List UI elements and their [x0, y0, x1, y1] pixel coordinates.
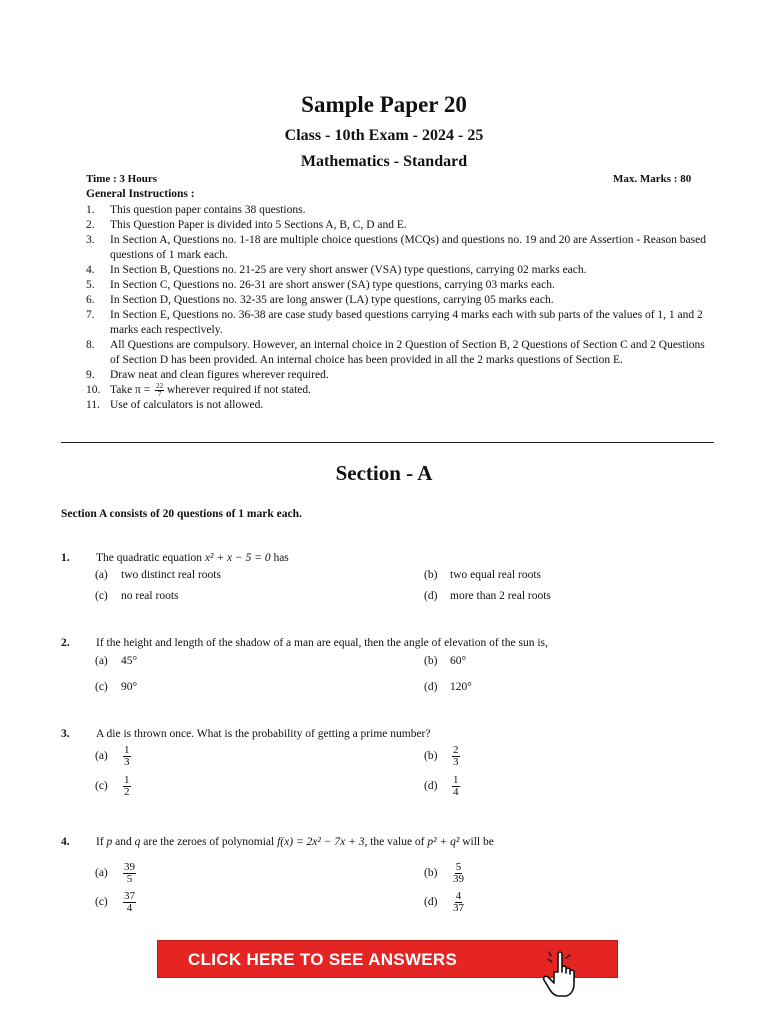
question-number: 2. [61, 637, 70, 649]
instructions-list [86, 203, 716, 413]
question-text: The quadratic equation x² + x − 5 = 0 has [96, 552, 289, 564]
question-2 [61, 637, 721, 695]
question-text: If p and q are the zeroes of polynomial f(x) = 2x² − 7x + 3, the value of p² + q² will be [96, 836, 494, 848]
option-b[interactable]: (b) two equal real roots [424, 569, 542, 581]
equation: x² + x − 5 = 0 [204, 552, 271, 564]
section-divider [61, 442, 714, 443]
option-d[interactable]: (d) 120° [424, 681, 472, 693]
question-number: 3. [61, 728, 70, 740]
instruction-item: 10. Take π = $\frac{22}{7}$ wherever required if not stated. [86, 382, 311, 398]
instruction-item: 6. In Section D, Questions no. 32-35 are long answer (LA) type questions, carrying 05 marks each. [86, 294, 554, 306]
question-3 [61, 728, 721, 804]
class-line: Class - 10th Exam - 2024 - 25 [284, 127, 484, 144]
option-c[interactable]: (c) 90° [95, 681, 138, 693]
max-marks-label: Max. Marks : 80 [613, 173, 692, 185]
question-1 [61, 552, 721, 602]
instruction-item: 8. All Questions are compulsory. However, an internal choice in 2 Question of Section B, 2 Questions of Section C and 2 Questions of Section D has been provided. An internal choice has been provided in all the 2 marks questions of Section E. [86, 339, 705, 366]
question-number: 4. [61, 836, 70, 848]
question-4 [61, 836, 721, 920]
option-d[interactable]: (d) $\frac{4}{37}$ [424, 890, 464, 914]
section-title: Section - A [335, 461, 433, 485]
instruction-item: 7. In Section E, Questions no. 36-38 are case study based questions carrying 4 marks each with sub parts of the values of 1, 1 and 2 marks each respectively. [86, 309, 703, 336]
option-c[interactable]: (c) no real roots [95, 590, 179, 602]
option-b[interactable]: (b) $\frac{5}{39}$ [424, 861, 464, 885]
instruction-item: 1. This question paper contains 38 questions. [86, 204, 306, 216]
option-a[interactable]: (a) $\frac{39}{5}$ [95, 861, 135, 885]
option-a[interactable]: (a) 45° [95, 655, 138, 667]
option-a[interactable]: (a) $\frac{1}{3}$ [95, 744, 130, 768]
option-b[interactable]: (b) $\frac{2}{3}$ [424, 744, 459, 768]
instruction-item: 5. In Section C, Questions no. 26-31 are short answer (SA) type questions, carrying 03 marks each. [86, 279, 555, 291]
option-c[interactable]: (c) $\frac{1}{2}$ [95, 774, 130, 798]
instruction-item: 4. In Section B, Questions no. 21-25 are very short answer (VSA) type questions, carrying 02 marks each. [86, 264, 587, 276]
time-label: Time : 3 Hours [86, 173, 157, 185]
see-answers-label: CLICK HERE TO SEE ANSWERS [188, 950, 458, 969]
instruction-item: 9. Draw neat and clean figures wherever required. [86, 369, 329, 381]
question-text: A die is thrown once. What is the probability of getting a prime number? [96, 728, 431, 740]
option-c[interactable]: (c) $\frac{37}{4}$ [95, 890, 135, 914]
pi-fraction: $\frac{22}{7}$ [156, 382, 164, 398]
instruction-item: 11. Use of calculators is not allowed. [86, 399, 264, 412]
instructions-heading: General Instructions : [86, 188, 195, 200]
question-text: If the height and length of the shadow of a man are equal, then the angle of elevation of the sun is, [96, 637, 548, 649]
page-title: Sample Paper 20 [301, 92, 467, 117]
pointing-hand-icon [540, 950, 586, 1000]
option-a[interactable]: (a) two distinct real roots [95, 569, 221, 581]
option-d[interactable]: (d) more than 2 real roots [424, 590, 551, 602]
question-number: 1. [61, 552, 70, 564]
instruction-item: 3. In Section A, Questions no. 1-18 are multiple choice questions (MCQs) and questions no. 19 and 20 are Assertion - Reason based questions of 1 mark each. [86, 234, 706, 261]
option-b[interactable]: (b) 60° [424, 655, 467, 667]
subject-line: Mathematics - Standard [300, 153, 468, 170]
polynomial: f(x) = 2x² − 7x + 3 [277, 836, 365, 848]
instruction-item: 2. This Question Paper is divided into 5 Sections A, B, C, D and E. [86, 219, 407, 231]
option-d[interactable]: (d) $\frac{1}{4}$ [424, 774, 459, 798]
section-note: Section A consists of 20 questions of 1 mark each. [61, 508, 302, 520]
expression: p² + q² [427, 836, 460, 848]
